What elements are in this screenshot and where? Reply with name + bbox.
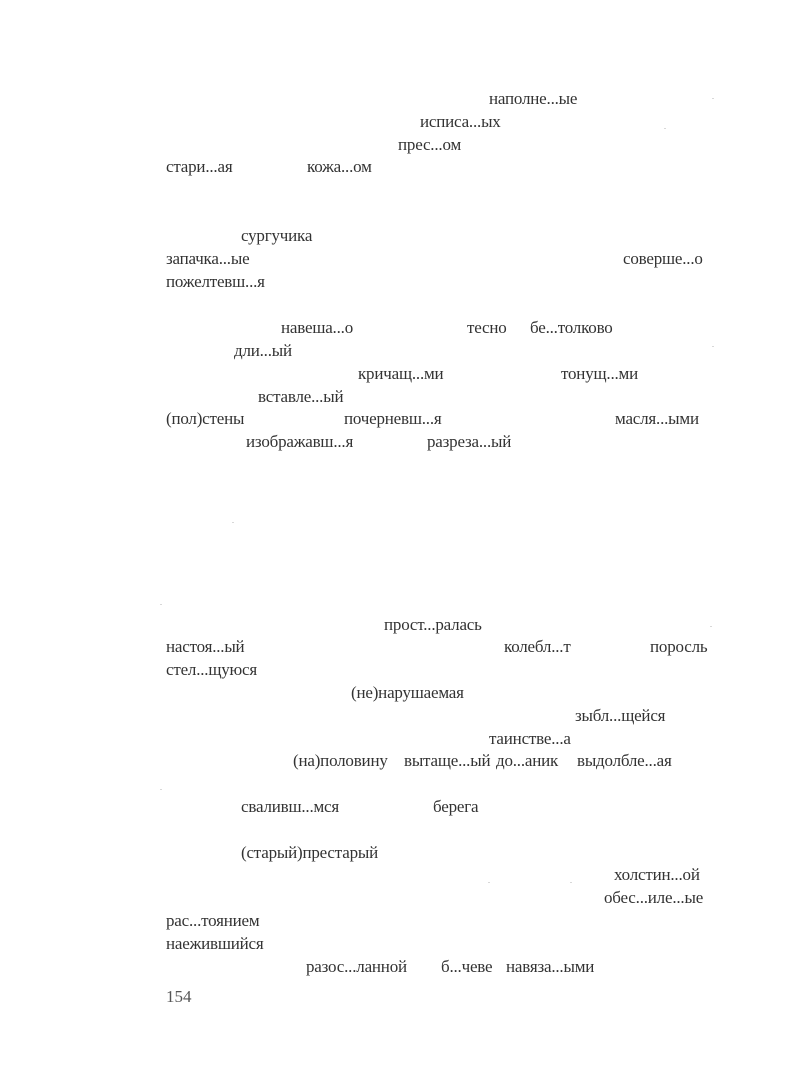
word: настоя...ый — [166, 637, 245, 656]
word: пожелтевш...я — [166, 272, 265, 291]
word: зыбл...щейся — [575, 706, 666, 725]
word: наежившийся — [166, 934, 264, 953]
word: таинстве...а — [489, 729, 571, 748]
word: почерневш...я — [344, 409, 442, 428]
word: (старый)престарый — [241, 843, 378, 862]
word: стел...щуюся — [166, 660, 258, 679]
word: сургучика — [241, 226, 313, 245]
scan-speck — [710, 626, 712, 627]
scan-speck — [712, 346, 714, 347]
word: выдолбле...ая — [577, 751, 672, 770]
word: навеша...о — [281, 318, 354, 337]
word: (не)нарушаемая — [351, 683, 464, 702]
word: поросль — [650, 637, 708, 656]
word: кожа...ом — [307, 157, 372, 176]
word: б...чеве — [441, 957, 493, 976]
word: до...аник — [496, 751, 559, 770]
word: масля...ыми — [615, 409, 699, 428]
scan-speck — [712, 98, 714, 99]
word: (на)половину — [293, 751, 388, 770]
word: колебл...т — [504, 637, 571, 656]
word: берега — [433, 797, 479, 816]
word: обес...иле...ые — [604, 888, 704, 907]
word: прес...ом — [398, 135, 461, 154]
word: тонущ...ми — [561, 364, 638, 383]
word: бе...толково — [530, 318, 613, 337]
scan-speck — [570, 882, 572, 883]
scan-speck — [160, 789, 162, 790]
word: разос...ланной — [306, 957, 407, 976]
word: кричащ...ми — [358, 364, 444, 383]
word: соверше...о — [623, 249, 703, 268]
word: сваливш...мся — [241, 797, 340, 816]
scan-speck — [232, 522, 234, 523]
word: вставле...ый — [258, 387, 344, 406]
word: запачка...ые — [166, 249, 250, 268]
word: холстин...ой — [614, 865, 700, 884]
word: навяза...ыми — [506, 957, 595, 976]
word: исписа...ых — [420, 112, 501, 131]
word: рас...тоянием — [166, 911, 260, 930]
word: тесно — [467, 318, 507, 337]
scan-speck — [664, 128, 666, 129]
page-number: 154 — [166, 987, 192, 1006]
word: наполне...ые — [489, 89, 578, 108]
word: стари...ая — [166, 157, 233, 176]
word: прост...ралась — [384, 615, 482, 634]
word: вытаще...ый — [404, 751, 491, 770]
word: (пол)стены — [166, 409, 245, 428]
word: изображавш...я — [246, 432, 354, 451]
scan-speck — [160, 604, 162, 605]
scan-speck — [488, 882, 490, 883]
word: дли...ый — [234, 341, 292, 360]
word: разреза...ый — [427, 432, 512, 451]
